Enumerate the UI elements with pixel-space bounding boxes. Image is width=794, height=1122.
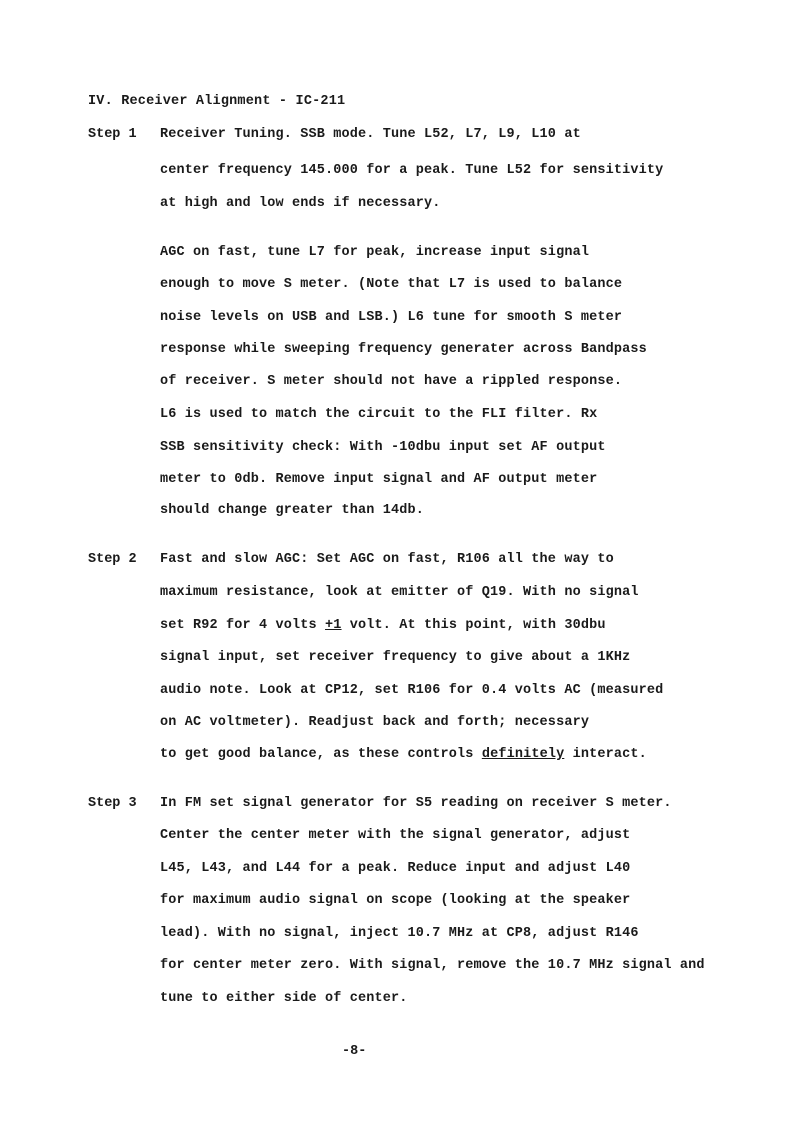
underlined-word: definitely <box>481 747 565 762</box>
step-line: Fast and slow AGC: Set AGC on fast, R106 all the way to <box>160 552 614 567</box>
step-line: for center meter zero. With signal, remove the 10.7 MHz signal and <box>160 958 705 973</box>
step-line <box>160 747 647 762</box>
step-line: response while sweeping frequency generater across Bandpass <box>160 342 647 357</box>
step-line: L6 is used to match the circuit to the FLI filter. Rx <box>160 407 598 422</box>
step-line: for maximum audio signal on scope (looking at the speaker <box>160 893 631 908</box>
step-line: lead). With no signal, inject 10.7 MHz at CP8, adjust R146 <box>160 926 639 941</box>
step-line: of receiver. S meter should not have a rippled response. <box>160 374 623 389</box>
step-line: audio note. Look at CP12, set R106 for 0.4 volts AC (measured <box>160 683 664 698</box>
section-title: IV. Receiver Alignment - IC-211 <box>88 94 346 109</box>
step-line-text: set R92 for 4 volts <box>160 618 326 633</box>
step-line: at high and low ends if necessary. <box>160 196 441 211</box>
step-line: Center the center meter with the signal generator, adjust <box>160 828 631 843</box>
step-line: noise levels on USB and LSB.) L6 tune for smooth S meter <box>160 310 623 325</box>
step-line: should change greater than 14db. <box>160 503 425 518</box>
plus-minus-value: +1 <box>325 618 342 633</box>
step-line: meter to 0db. Remove input signal and AF output meter <box>160 472 598 487</box>
step-label: Step 3 <box>88 796 137 811</box>
step-line: center frequency 145.000 for a peak. Tune L52 for sensitivity <box>160 163 664 178</box>
step-line: tune to either side of center. <box>160 991 408 1006</box>
step-line-text: interact. <box>564 747 647 762</box>
page-number: -8- <box>342 1044 367 1059</box>
step-line: on AC voltmeter). Readjust back and forth; necessary <box>160 715 590 730</box>
step-line: AGC on fast, tune L7 for peak, increase input signal <box>160 245 590 260</box>
step-label: Step 2 <box>88 552 137 567</box>
step-line: Receiver Tuning. SSB mode. Tune L52, L7, L9, L10 at <box>160 127 581 142</box>
step-label: Step 1 <box>88 127 137 142</box>
step-line: enough to move S meter. (Note that L7 is used to balance <box>160 277 623 292</box>
step-line-text: to get good balance, as these controls <box>160 747 482 762</box>
step-line: maximum resistance, look at emitter of Q19. With no signal <box>160 585 639 600</box>
step-line: signal input, set receiver frequency to give about a 1KHz <box>160 650 631 665</box>
step-line <box>160 618 606 633</box>
step-line: In FM set signal generator for S5 reading on receiver S meter. <box>160 796 672 811</box>
step-line-text: volt. At this point, with 30dbu <box>341 618 606 633</box>
step-line: SSB sensitivity check: With -10dbu input set AF output <box>160 440 606 455</box>
step-line: L45, L43, and L44 for a peak. Reduce input and adjust L40 <box>160 861 631 876</box>
